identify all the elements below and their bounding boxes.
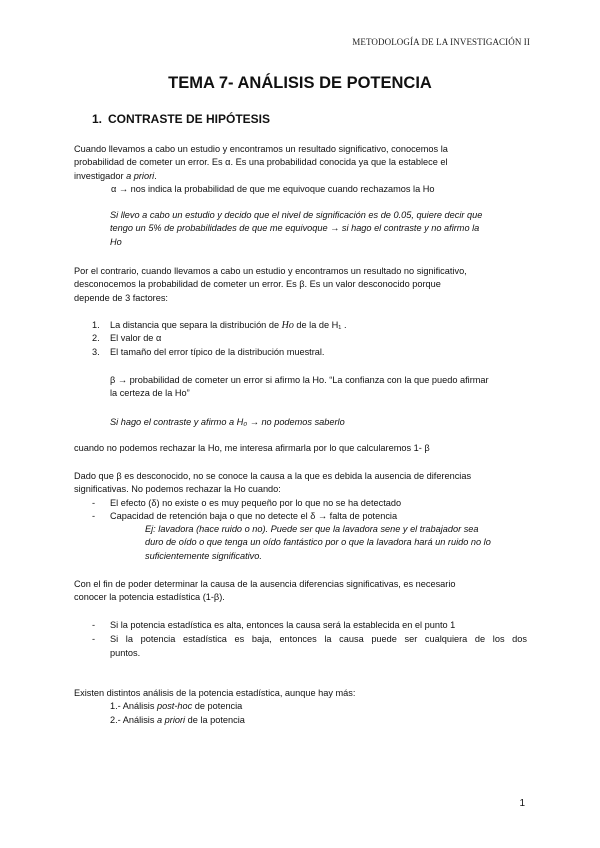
page-number: 1 xyxy=(519,798,525,809)
section-heading xyxy=(92,112,270,126)
paragraph-non-significant xyxy=(74,265,527,305)
paragraph-power xyxy=(74,578,527,605)
paragraph-line: conocer la potencia estadística (1-β). xyxy=(74,592,225,603)
causes-list xyxy=(92,497,532,524)
italic-term: a priori xyxy=(126,170,155,181)
example-line: Ej: lavadora (hace ruido o no). Puede ser que la lavadora sene y el trabajador sea xyxy=(145,524,479,534)
section-number: 1. xyxy=(92,112,103,126)
list-item xyxy=(92,510,532,523)
list-dash: - xyxy=(92,620,96,630)
paragraph-one-minus-beta: cuando no podemos rechazar la Ho, me interesa afirmarla por lo que calcularemos 1- β xyxy=(74,443,430,453)
text-span: 2.- Análisis xyxy=(110,715,157,725)
list-number: 1. xyxy=(92,320,100,330)
factors-list xyxy=(92,319,532,359)
paragraph-analyses: Existen distintos análisis de la potencia estadística, aunque hay más: xyxy=(74,688,356,698)
example-significance xyxy=(110,209,527,249)
text-span: 1.- Análisis xyxy=(110,701,157,711)
text-span xyxy=(110,633,527,660)
paragraph-unknown-beta xyxy=(74,470,527,497)
list-item xyxy=(92,619,527,632)
example-line: suficientemente significativo. xyxy=(145,550,262,561)
text-line: puntos. xyxy=(110,647,141,658)
list-number: 3. xyxy=(92,346,100,357)
section-title: CONTRASTE DE HIPÓTESIS xyxy=(108,112,271,126)
example-line: tengo un 5% de probabilidades de que me equivoque → si hago el contraste y no afirmo la xyxy=(110,223,480,234)
text-span: Si la potencia estadística es alta, entonces la causa será la establecida en el punto 1 xyxy=(110,620,456,630)
paragraph-line: significativas. No podemos rechazar la Ho cuando: xyxy=(74,484,281,495)
example-washing-machine xyxy=(145,523,527,563)
text-line: Si la potencia estadística es baja, entonces la causa puede ser cualquiera de los dos xyxy=(110,634,527,645)
page-title: TEMA 7- ANÁLISIS DE POTENCIA xyxy=(168,74,432,92)
example-line: Ho xyxy=(110,236,122,247)
note-line: β → probabilidad de cometer un error si afirmo la Ho. “La confianza con la que puedo afirmar xyxy=(110,375,489,385)
paragraph-line: Cuando llevamos a cabo un estudio y encontramos un resultado significativo, conocemos la xyxy=(74,144,448,154)
italic-term: Ho xyxy=(281,320,294,331)
example-line: duro de oído o que tenga un oído fantástico por o que la lavadora hará un ruido no lo xyxy=(145,537,491,548)
list-item xyxy=(92,633,527,660)
paragraph-line: Con el fin de poder determinar la causa de la ausencia diferencias significativas, es necesario xyxy=(74,579,456,589)
italic-term: post-hoc xyxy=(156,701,193,711)
text-span: de potencia xyxy=(192,701,243,711)
paragraph-line: Dado que β es desconocido, no se conoce la causa a la que es debida la ausencia de diferencias xyxy=(74,471,472,481)
italic-term: a priori xyxy=(156,715,186,725)
text-span: El efecto (δ) no existe o es muy pequeño por lo que no se ha detectado xyxy=(110,498,402,508)
text-span: Capacidad de retención baja o que no detecte el δ → falta de potencia xyxy=(110,511,398,522)
list-item xyxy=(92,332,532,345)
example-line: Si llevo a cabo un estudio y decido que el nivel de significación es de 0.05, quiere decir que xyxy=(110,210,483,220)
list-dash: - xyxy=(92,634,96,645)
list-dash: - xyxy=(92,498,96,508)
analysis-item xyxy=(110,700,242,713)
text-span: de la potencia xyxy=(185,715,245,725)
paragraph-significant xyxy=(74,143,527,183)
list-dash: - xyxy=(92,511,96,522)
text-span: El valor de α xyxy=(110,333,162,344)
paragraph-line xyxy=(74,170,527,183)
text-span: . xyxy=(154,170,157,181)
text-span: de la de H₁ . xyxy=(293,320,347,330)
power-cases-list xyxy=(92,619,527,660)
list-item xyxy=(92,319,532,332)
text-span: El tamaño del error típico de la distribución muestral. xyxy=(110,346,325,357)
paragraph-line: depende de 3 factores: xyxy=(74,292,168,303)
list-number: 2. xyxy=(92,333,100,344)
alpha-note: α → nos indica la probabilidad de que me equivoque cuando rechazamos la Ho xyxy=(111,184,435,194)
text-span: investigador xyxy=(74,170,127,181)
list-item xyxy=(92,346,532,359)
paragraph-line: Por el contrario, cuando llevamos a cabo un estudio y encontramos un resultado no significativo, xyxy=(74,266,467,276)
beta-note xyxy=(110,374,527,401)
text-span: La distancia que separa la distribución de xyxy=(110,320,282,330)
running-header: METODOLOGÍA DE LA INVESTIGACIÓN II xyxy=(352,37,530,47)
paragraph-line: probabilidad de cometer un error. Es α. Es una probabilidad conocida ya que la establece el xyxy=(74,157,448,168)
paragraph-line: desconocemos la probabilidad de cometer un error. Es β. Es un valor desconocido porque xyxy=(74,279,441,290)
analysis-item xyxy=(110,714,245,727)
note-line: la certeza de la Ho” xyxy=(110,388,190,399)
list-item xyxy=(92,497,532,510)
beta-italic-note: Si hago el contraste y afirmo a H₀ → no podemos saberlo xyxy=(110,417,345,427)
